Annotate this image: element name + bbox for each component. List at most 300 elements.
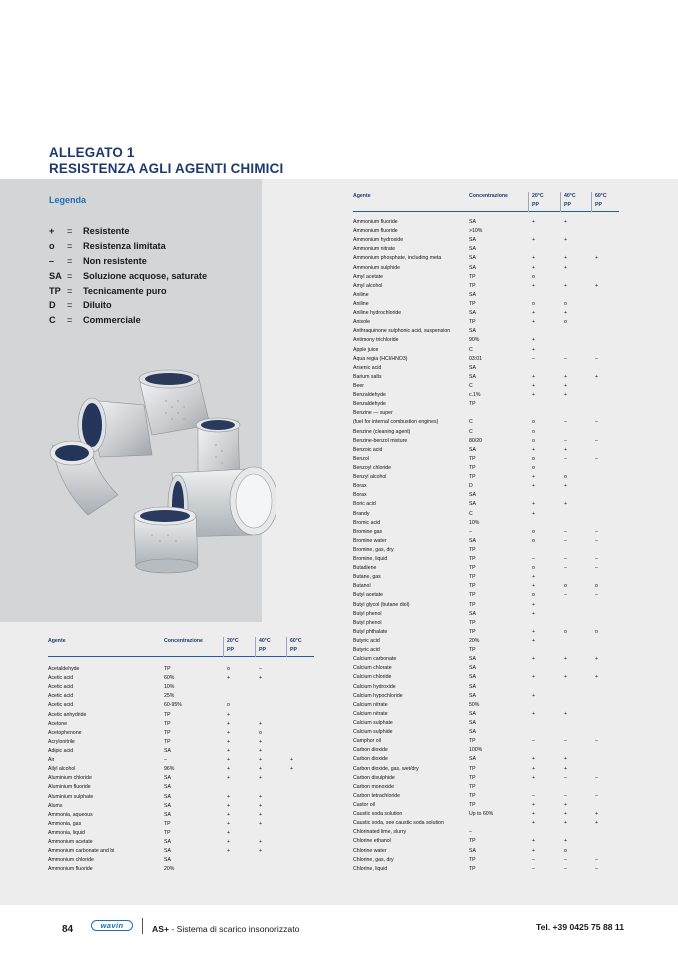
legend-description: Resistente: [83, 226, 130, 237]
cell-40c: –: [564, 437, 567, 444]
cell-20c: o: [532, 428, 535, 435]
cell-concentration: SA: [469, 847, 476, 854]
cell-concentration: 03:01: [469, 355, 482, 362]
cell-20c: +: [227, 793, 231, 800]
cell-concentration: SA: [469, 255, 476, 262]
cell-20c: o: [227, 702, 230, 709]
cell-agent: Air: [48, 757, 55, 764]
footer-phone: Tel. +39 0425 75 88 11: [535, 922, 624, 932]
cell-agent: Amyl alcohol: [353, 282, 383, 289]
cell-40c: +: [564, 674, 568, 681]
table-row: [353, 364, 619, 373]
legend-description: Soluzione acquose, saturate: [83, 270, 208, 281]
legend-description: Non resistente: [83, 255, 147, 266]
cell-20c: +: [532, 628, 536, 635]
cell-20c: +: [532, 583, 536, 590]
cell-concentration: SA: [164, 811, 171, 818]
cell-40c: o: [564, 847, 567, 854]
cell-agent: Borax: [353, 483, 367, 490]
cell-agent: Calcium sulphide: [353, 729, 393, 736]
chemical-table-left: [48, 637, 314, 875]
cell-60c: –: [595, 419, 598, 426]
cell-concentration: TP: [164, 711, 171, 718]
cell-agent: Calcium chloride: [353, 674, 392, 681]
cell-agent: Acetophenone: [48, 729, 82, 736]
cell-60c: –: [595, 556, 598, 563]
cell-concentration: SA: [469, 610, 476, 617]
title-line-1: ALLEGATO 1: [49, 145, 135, 160]
header-40c: 40°C: [564, 193, 576, 199]
cell-60c: o: [595, 628, 598, 635]
table-row: [48, 811, 314, 820]
cell-20c: +: [227, 848, 231, 855]
cell-concentration: TP: [469, 838, 476, 845]
legend-item: [49, 313, 207, 328]
cell-agent: Ammonium carbonate and bi: [48, 848, 115, 855]
cell-concentration: SA: [164, 848, 171, 855]
cell-agent: Calcium hydroxide: [353, 683, 396, 690]
table-row: [353, 446, 619, 455]
cell-agent: Apple juice: [353, 346, 379, 353]
header-40c-pp: PP: [564, 202, 571, 208]
cell-agent: Chlorine water: [353, 847, 387, 854]
table-row: [353, 245, 619, 254]
cell-40c: +: [564, 710, 568, 717]
cell-20c: +: [532, 692, 536, 699]
table-body: [48, 665, 314, 875]
cell-60c: –: [595, 774, 598, 781]
table-row: [353, 282, 619, 291]
cell-concentration: 50%: [469, 701, 480, 708]
cell-concentration: SA: [469, 729, 476, 736]
table-row: [353, 801, 619, 810]
cell-concentration: SA: [164, 839, 171, 846]
cell-agent: Aluminium chloride: [48, 775, 92, 782]
table-row: [353, 710, 619, 719]
cell-agent: Chlorine, liquid: [353, 865, 388, 872]
cell-agent: Ammonia, liquid: [48, 829, 85, 836]
table-row: [353, 828, 619, 837]
header-agent: Agente: [353, 193, 371, 199]
cell-agent: Butanol: [353, 583, 371, 590]
cell-agent: Ammonium chloride: [48, 857, 94, 864]
cell-40c: –: [564, 556, 567, 563]
cell-agent: Benzol: [353, 455, 369, 462]
table-row: [48, 838, 314, 847]
header-40c: 40°C: [259, 638, 271, 644]
cell-agent: Arsenic acid: [353, 364, 382, 371]
cell-20c: +: [532, 319, 536, 326]
cell-40c: –: [564, 419, 567, 426]
legend-item: [49, 298, 207, 313]
cell-concentration: TP: [469, 774, 476, 781]
cell-concentration: TP: [469, 300, 476, 307]
legend-title: Legenda: [49, 195, 87, 205]
table-row: [48, 701, 314, 710]
cell-concentration: TP: [469, 574, 476, 581]
cell-agent: Calcium carbonate: [353, 656, 397, 663]
cell-40c: +: [564, 264, 568, 271]
cell-agent: Ammonium phosphate, including meta: [353, 255, 442, 262]
cell-20c: +: [532, 501, 536, 508]
legend-symbol: TP: [49, 285, 61, 296]
cell-20c: +: [227, 711, 231, 718]
cell-40c: –: [564, 774, 567, 781]
cell-concentration: SA: [469, 328, 476, 335]
cell-agent: Barium salts: [353, 373, 382, 380]
header-40c-pp: PP: [259, 647, 266, 653]
cell-concentration: TP: [469, 401, 476, 408]
cell-concentration: SA: [469, 237, 476, 244]
legend-item: [49, 224, 207, 239]
cell-agent: Butyl phenol: [353, 610, 382, 617]
cell-concentration: 80/20: [469, 437, 482, 444]
cell-40c: +: [564, 820, 568, 827]
cell-agent: Bromine gas: [353, 528, 383, 535]
cell-concentration: SA: [469, 364, 476, 371]
cell-20c: +: [532, 474, 536, 481]
cell-concentration: TP: [164, 720, 171, 727]
table-row: [353, 218, 619, 227]
table-row: [353, 573, 619, 582]
table-row: [353, 510, 619, 519]
cell-40c: +: [259, 738, 263, 745]
cell-concentration: TP: [469, 792, 476, 799]
cell-20c: +: [532, 638, 536, 645]
cell-20c: +: [532, 710, 536, 717]
header-60c-pp: PP: [595, 202, 602, 208]
cell-60c: –: [595, 738, 598, 745]
cell-agent: Acetone: [48, 720, 68, 727]
cell-agent: Bromine, gas, dry: [353, 546, 394, 553]
table-row: [48, 674, 314, 683]
cell-40c: –: [564, 865, 567, 872]
cell-20c: +: [532, 346, 536, 353]
table-row: [48, 738, 314, 747]
cell-agent: Ammonium fluoride: [48, 866, 93, 873]
cell-60c: –: [595, 355, 598, 362]
cell-20c: +: [227, 839, 231, 846]
cell-agent: Aluminium sulphate: [48, 793, 94, 800]
cell-agent: Calcium nitrate: [353, 710, 388, 717]
cell-concentration: –: [164, 757, 167, 764]
cell-concentration: Up to 60%: [469, 811, 494, 818]
table-row: [353, 728, 619, 737]
cell-agent: Carbon dioxide: [353, 756, 388, 763]
cell-20c: +: [532, 656, 536, 663]
table-row: [353, 336, 619, 345]
table-row: [353, 528, 619, 537]
cell-concentration: 96%: [164, 766, 175, 773]
cell-40c: +: [564, 282, 568, 289]
table-row: [353, 373, 619, 382]
cell-20c: +: [532, 774, 536, 781]
table-row: [353, 837, 619, 846]
table-row: [353, 746, 619, 755]
legend-item: [49, 283, 207, 298]
cell-20c: +: [532, 674, 536, 681]
cell-agent: Ammonia, aqueous: [48, 811, 93, 818]
cell-concentration: D: [469, 483, 473, 490]
header-agent: Agente: [48, 638, 66, 644]
table-row: [353, 227, 619, 236]
cell-concentration: SA: [469, 692, 476, 699]
cell-agent: Chlorine, gas, dry: [353, 856, 394, 863]
table-row: [353, 719, 619, 728]
cell-20c: +: [532, 574, 536, 581]
cell-40c: o: [564, 319, 567, 326]
cell-40c: +: [564, 373, 568, 380]
table-row: [48, 820, 314, 829]
cell-concentration: 100%: [469, 747, 483, 754]
header-60c: 60°C: [290, 638, 302, 644]
table-row: [353, 236, 619, 245]
cell-agent: Carbon tetrachloride: [353, 792, 401, 799]
cell-agent: Chlorine ethanol: [353, 838, 391, 845]
legend-list: [49, 224, 207, 328]
cell-concentration: TP: [469, 738, 476, 745]
cell-40c: +: [259, 811, 263, 818]
legend-equals: =: [67, 315, 73, 326]
table-row: [353, 437, 619, 446]
table-row: [353, 300, 619, 309]
cell-concentration: C: [469, 419, 473, 426]
cell-20c: +: [227, 729, 231, 736]
table-row: [48, 720, 314, 729]
wavin-logo: wavin: [91, 920, 133, 931]
cell-40c: o: [564, 474, 567, 481]
table-row: [353, 346, 619, 355]
cell-20c: +: [532, 337, 536, 344]
legend-symbol: C: [49, 315, 56, 326]
cell-concentration: C: [469, 510, 473, 517]
cell-concentration: TP: [469, 619, 476, 626]
table-row: [353, 546, 619, 555]
cell-concentration: SA: [469, 537, 476, 544]
table-row: [353, 655, 619, 664]
cell-concentration: TP: [469, 856, 476, 863]
cell-40c: –: [564, 738, 567, 745]
pipe-fittings-image: [48, 365, 276, 585]
cell-60c: +: [595, 255, 599, 262]
cell-agent: Borax: [353, 492, 367, 499]
cell-60c: –: [595, 792, 598, 799]
cell-concentration: SA: [164, 857, 171, 864]
table-row: [48, 729, 314, 738]
cell-agent: Aniline hydrochloride: [353, 310, 402, 317]
cell-concentration: SA: [469, 264, 476, 271]
table-row: [353, 318, 619, 327]
cell-agent: Acetic anhydride: [48, 711, 87, 718]
cell-agent: Castor oil: [353, 802, 375, 808]
cell-40c: –: [564, 792, 567, 799]
cell-agent: Bromine water: [353, 537, 387, 544]
header-20c: 20°C: [227, 638, 239, 644]
table-row: [353, 500, 619, 509]
cell-20c: –: [532, 856, 535, 863]
cell-40c: +: [564, 765, 568, 772]
cell-20c: o: [532, 273, 535, 280]
cell-concentration: TP: [469, 546, 476, 553]
table-row: [48, 793, 314, 802]
cell-40c: +: [259, 802, 263, 809]
table-header: [48, 637, 314, 657]
cell-60c: –: [595, 455, 598, 462]
cell-40c: +: [564, 838, 568, 845]
cell-concentration: SA: [469, 683, 476, 690]
header-20c-pp: PP: [227, 647, 234, 653]
cell-20c: +: [227, 802, 231, 809]
table-row: [48, 665, 314, 674]
cell-concentration: C: [469, 346, 473, 353]
cell-40c: –: [564, 592, 567, 599]
table-row: [48, 774, 314, 783]
cell-agent: Antimony trichloride: [353, 337, 399, 344]
cell-concentration: 20%: [164, 866, 175, 873]
cell-20c: +: [532, 255, 536, 262]
legend-symbol: D: [49, 300, 56, 311]
cell-40c: +: [259, 757, 263, 764]
header-concentration: Concentrazione: [164, 638, 203, 644]
legend-item: [49, 268, 207, 283]
cell-20c: o: [532, 537, 535, 544]
cell-concentration: TP: [469, 455, 476, 462]
cell-agent: Anthraquinone sulphonic acid, suspension: [353, 328, 451, 335]
cell-concentration: 25%: [164, 693, 175, 700]
cell-concentration: 20%: [469, 638, 480, 645]
table-row: [353, 774, 619, 783]
cell-concentration: TP: [469, 273, 476, 280]
cell-agent: Ammonia, gas: [48, 820, 82, 827]
table-row: [353, 254, 619, 263]
cell-20c: +: [532, 237, 536, 244]
cell-agent: Butyric acid: [353, 638, 380, 645]
cell-agent: Adipic acid: [48, 747, 74, 754]
cell-20c: +: [532, 811, 536, 818]
cell-20c: +: [227, 829, 231, 836]
cell-20c: +: [227, 820, 231, 827]
table-row: [353, 391, 619, 400]
cell-40c: +: [259, 793, 263, 800]
table-row: [353, 537, 619, 546]
cell-agent: Calcium chlorate: [353, 665, 392, 672]
cell-40c: o: [564, 300, 567, 307]
cell-concentration: SA: [469, 291, 476, 298]
cell-20c: o: [227, 666, 230, 672]
cell-60c: +: [595, 373, 599, 380]
table-row: [353, 610, 619, 619]
cell-concentration: TP: [469, 464, 476, 471]
legend-equals: =: [67, 226, 73, 237]
cell-concentration: TP: [469, 319, 476, 326]
table-row: [48, 847, 314, 856]
table-row: [353, 637, 619, 646]
page-number: 84: [62, 924, 74, 935]
cell-20c: o: [532, 592, 535, 599]
cell-agent: Butane, gas: [353, 574, 381, 581]
table-row: [353, 783, 619, 792]
table-row: [353, 564, 619, 573]
cell-40c: +: [259, 747, 263, 754]
cell-agent: Carbon dioxide: [353, 747, 388, 754]
cell-agent: Alums: [48, 802, 63, 809]
cell-20c: +: [227, 775, 231, 782]
cell-concentration: SA: [469, 446, 476, 453]
cell-concentration: TP: [469, 647, 476, 654]
cell-agent: Ammonium nitrate: [353, 246, 396, 253]
cell-60c: –: [595, 528, 598, 535]
cell-agent: Acetic acid: [48, 693, 74, 700]
cell-agent: Butyric acid: [353, 647, 380, 654]
cell-40c: +: [259, 720, 263, 727]
cell-agent: Butyl phenol: [353, 619, 382, 626]
cell-40c: +: [259, 675, 263, 682]
cell-agent: Benzine-benzol mixture: [353, 437, 408, 444]
cell-concentration: SA: [469, 219, 476, 225]
product-name: AS+: [152, 924, 169, 934]
cell-concentration: TP: [164, 729, 171, 736]
cell-agent: Ammonium acetate: [48, 839, 93, 846]
cell-concentration: SA: [469, 710, 476, 717]
cell-concentration: SA: [469, 720, 476, 727]
legend-equals: =: [67, 285, 73, 296]
cell-concentration: SA: [469, 674, 476, 681]
cell-40c: +: [564, 237, 568, 244]
cell-20c: +: [532, 802, 536, 808]
cell-concentration: SA: [469, 373, 476, 380]
cell-agent: Butyl acetate: [353, 592, 383, 599]
cell-agent: Caustic soda, see caustic soda solution: [353, 820, 444, 827]
cell-concentration: TP: [469, 474, 476, 481]
cell-40c: +: [259, 766, 263, 773]
cell-agent: Benzine (cleaning agent): [353, 428, 411, 435]
table-row: [48, 756, 314, 765]
table-header: [353, 192, 619, 212]
cell-concentration: TP: [164, 666, 171, 672]
cell-concentration: 10%: [164, 684, 175, 691]
title-line-2: RESISTENZA AGLI AGENTI CHIMICI: [49, 160, 284, 176]
cell-concentration: TP: [164, 738, 171, 745]
table-row: [48, 692, 314, 701]
cell-agent: Benzoic acid: [353, 446, 383, 453]
cell-20c: o: [532, 528, 535, 535]
legend-symbol: +: [49, 226, 55, 237]
table-row: [353, 792, 619, 801]
cell-agent: Carbon dioxide, gas, wet/dry: [353, 765, 419, 772]
table-row: [353, 819, 619, 828]
cell-agent: Bromine, liquid: [353, 556, 388, 563]
cell-40c: +: [564, 802, 568, 808]
cell-40c: –: [564, 565, 567, 572]
legend-symbol: –: [49, 255, 55, 266]
table-row: [353, 628, 619, 637]
cell-agent: Butyl glycol (butane diol): [353, 601, 410, 608]
cell-agent: (fuel for internal combustion engines): [353, 419, 439, 426]
table-row: [353, 591, 619, 600]
cell-60c: –: [595, 437, 598, 444]
page-title: [49, 145, 283, 176]
table-row: [353, 473, 619, 482]
cell-20c: –: [532, 738, 535, 745]
cell-concentration: TP: [469, 802, 476, 808]
header-60c-pp: PP: [290, 647, 297, 653]
table-row: [48, 765, 314, 774]
cell-20c: o: [532, 455, 535, 462]
cell-20c: +: [532, 820, 536, 827]
table-row: [353, 418, 619, 427]
footer-divider: [142, 918, 143, 934]
table-row: [48, 829, 314, 838]
